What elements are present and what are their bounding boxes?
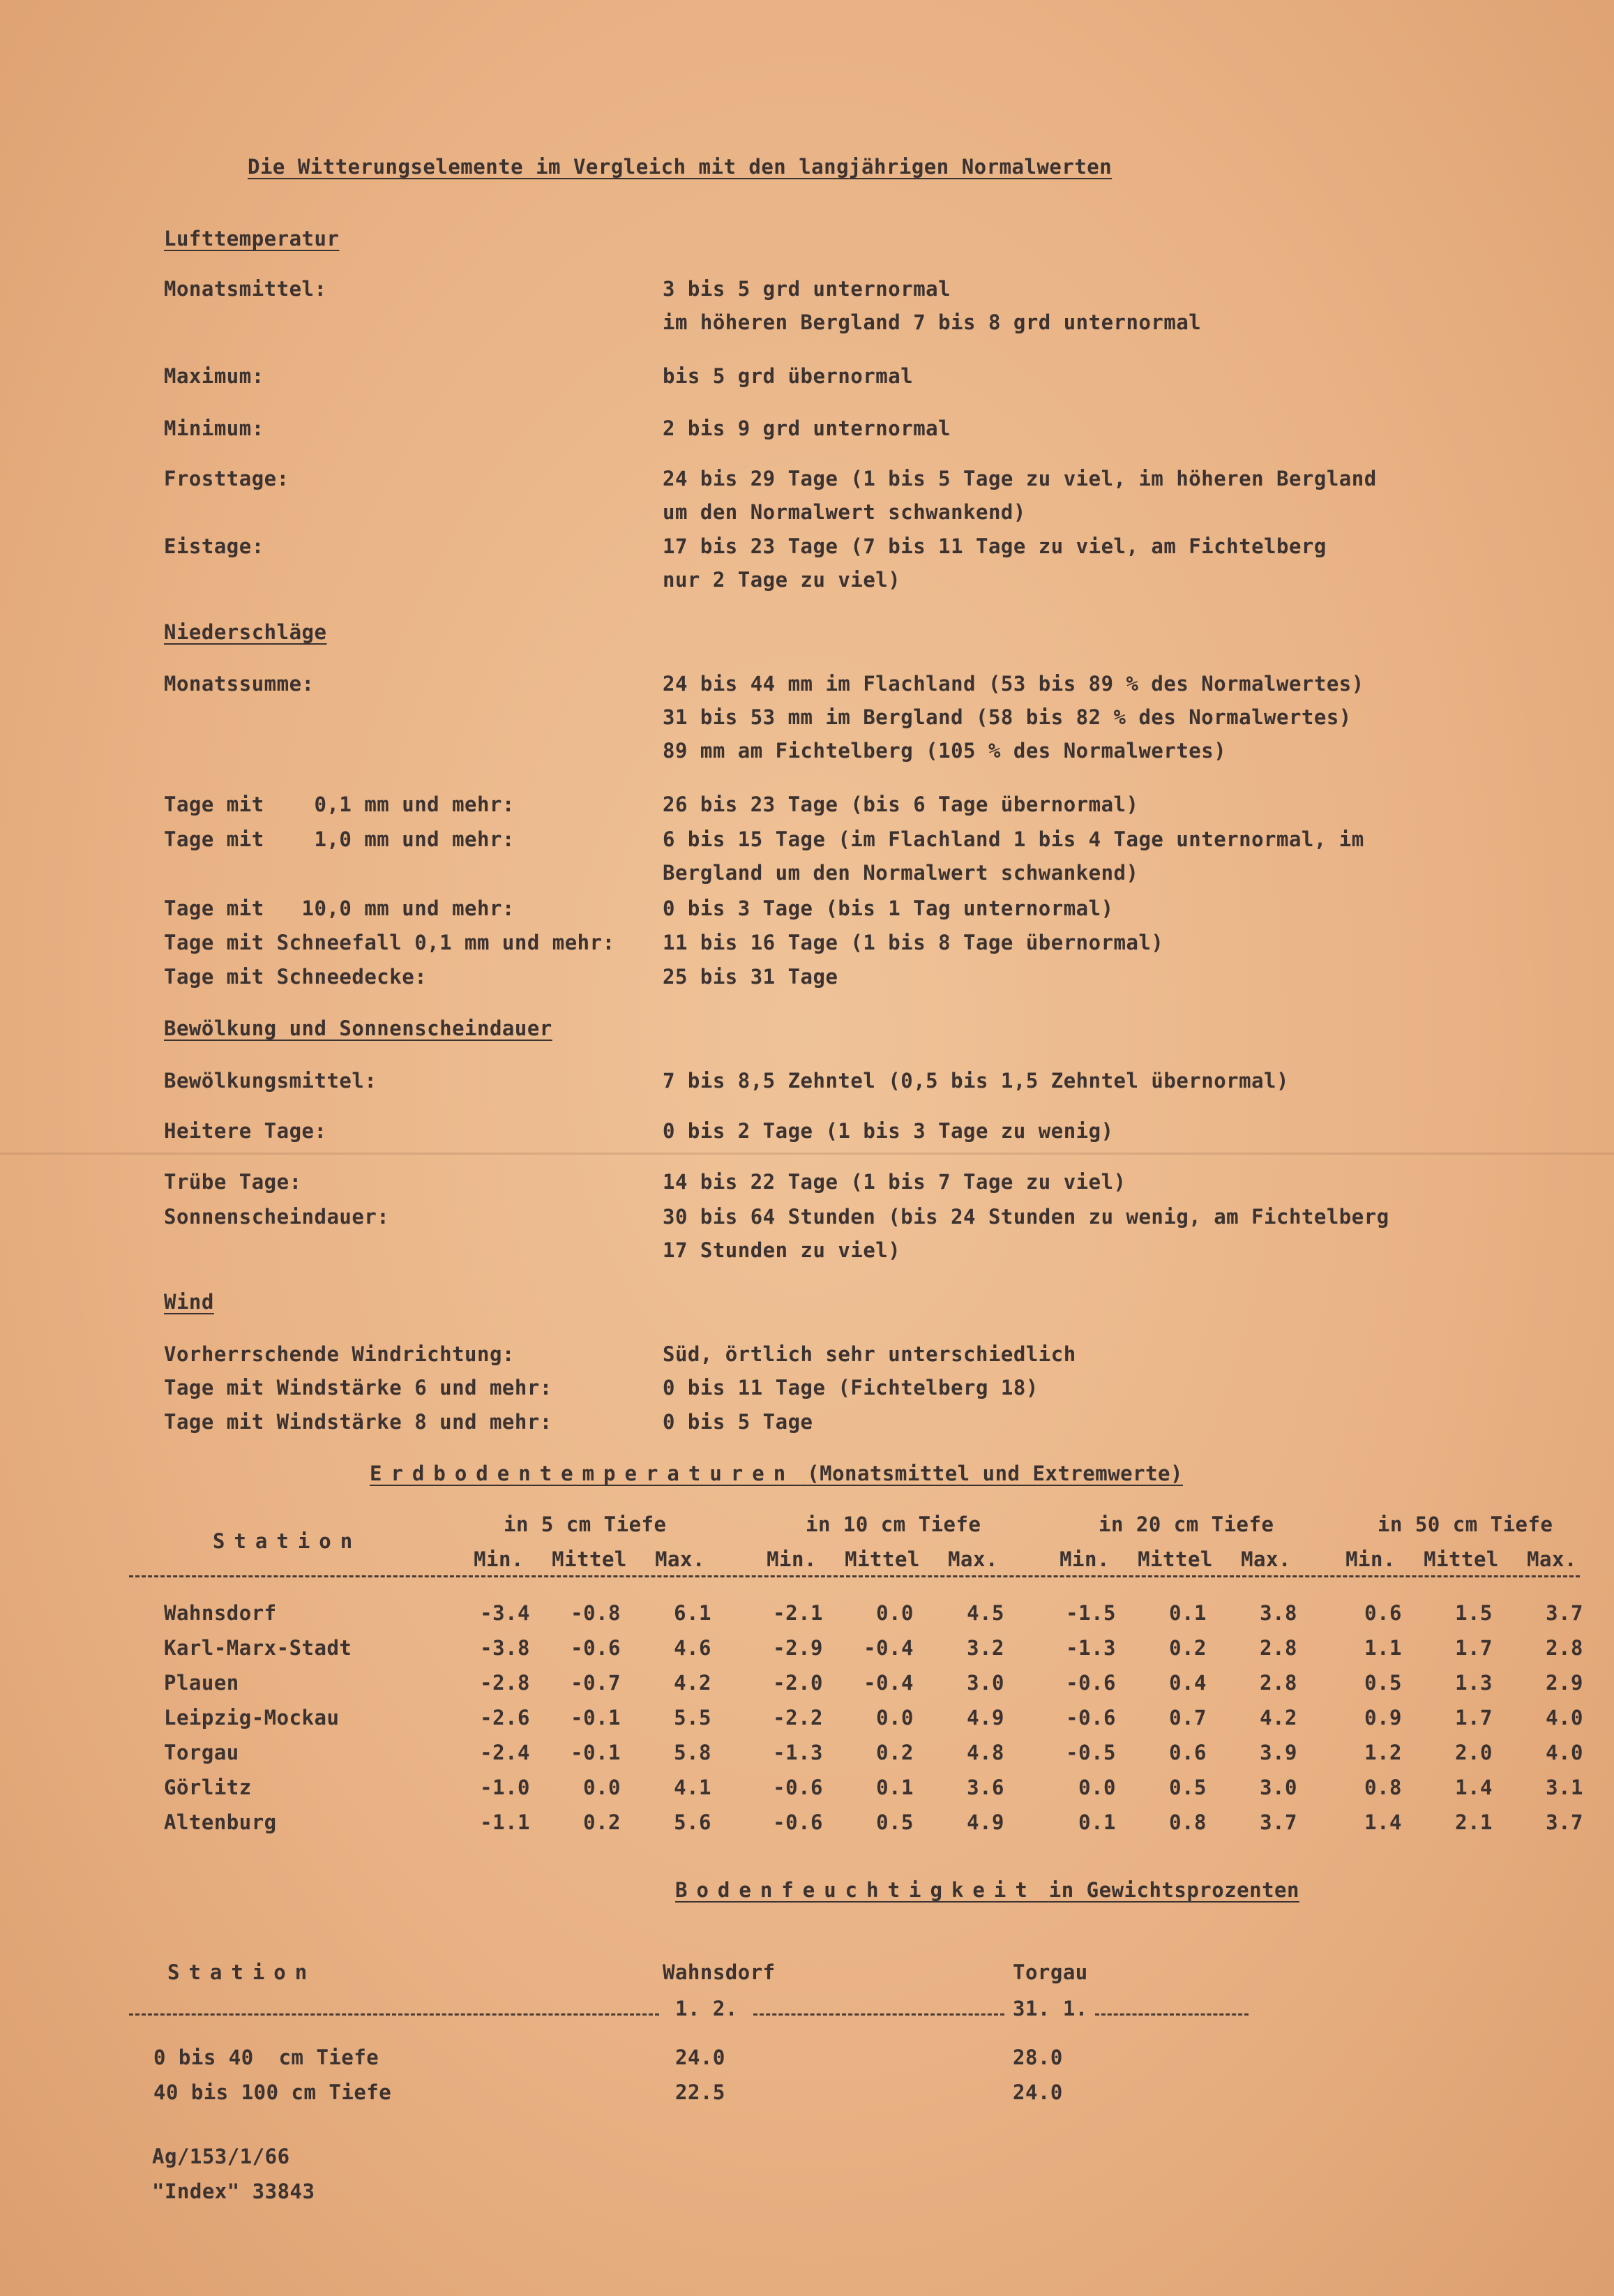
temp-cell: 0.0 bbox=[583, 1776, 621, 1799]
moisture-cell: 28.0 bbox=[1013, 2046, 1063, 2069]
depth-header: in 5 cm Tiefe bbox=[504, 1513, 667, 1536]
row-value: nur 2 Tage zu viel) bbox=[663, 568, 901, 592]
temp-cell: -3.8 bbox=[480, 1636, 530, 1660]
row-value: Bergland um den Normalwert schwankend) bbox=[663, 861, 1139, 885]
temp-cell: -0.1 bbox=[571, 1741, 621, 1764]
row-value: 0 bis 11 Tage (Fichtelberg 18) bbox=[663, 1376, 1039, 1400]
temp-cell: 3.7 bbox=[1546, 1601, 1583, 1625]
temp-cell: 1.4 bbox=[1455, 1776, 1493, 1799]
temp-cell: 0.7 bbox=[1169, 1706, 1207, 1729]
footer-ref: Ag/153/1/66 bbox=[152, 2145, 290, 2168]
station-name: Leipzig-Mockau bbox=[164, 1706, 340, 1729]
temp-cell: -0.6 bbox=[773, 1776, 823, 1799]
temp-cell: 1.7 bbox=[1455, 1636, 1493, 1660]
temp-cell: -2.6 bbox=[480, 1706, 530, 1729]
temp-cell: -1.3 bbox=[1066, 1636, 1116, 1660]
temp-cell: 0.2 bbox=[1169, 1636, 1207, 1660]
temp-cell: 0.5 bbox=[876, 1810, 914, 1834]
temp-cell: 4.2 bbox=[1260, 1706, 1297, 1729]
soil-moisture-col-2: Torgau bbox=[1013, 1960, 1088, 1984]
row-label: Monatsmittel: bbox=[164, 277, 327, 301]
moisture-cell: 24.0 bbox=[675, 2046, 725, 2069]
temp-cell: 4.2 bbox=[674, 1671, 711, 1695]
row-value: 25 bis 31 Tage bbox=[663, 965, 838, 989]
temp-cell: 5.5 bbox=[674, 1706, 711, 1729]
moisture-divider-right bbox=[1095, 2013, 1249, 2016]
station-name: Wahnsdorf bbox=[164, 1601, 277, 1625]
temp-cell: -0.6 bbox=[773, 1810, 823, 1834]
temp-cell: -2.1 bbox=[773, 1601, 823, 1625]
station-name: Plauen bbox=[164, 1671, 239, 1695]
row-value: 17 bis 23 Tage (7 bis 11 Tage zu viel, am Fichtelberg bbox=[663, 534, 1327, 558]
station-name: Görlitz bbox=[164, 1776, 252, 1799]
subcol-header: Max. bbox=[655, 1547, 705, 1571]
temp-cell: -0.4 bbox=[863, 1636, 914, 1660]
temp-cell: -0.7 bbox=[571, 1671, 621, 1695]
row-value: 0 bis 3 Tage (bis 1 Tag unternormal) bbox=[663, 896, 1114, 920]
subcol-header: Max. bbox=[948, 1547, 998, 1571]
row-label: Minimum: bbox=[164, 417, 264, 440]
subcol-header: Mittel bbox=[1424, 1547, 1499, 1571]
row-value: 14 bis 22 Tage (1 bis 7 Tage zu viel) bbox=[663, 1170, 1126, 1194]
row-value: 31 bis 53 mm im Bergland (58 bis 82 % des Normalwertes) bbox=[663, 705, 1352, 729]
moisture-depth-label: 40 bis 100 cm Tiefe bbox=[153, 2080, 392, 2104]
temp-cell: 3.8 bbox=[1260, 1601, 1297, 1625]
temp-cell: 1.1 bbox=[1364, 1636, 1402, 1660]
temp-cell: 1.4 bbox=[1364, 1810, 1402, 1834]
temp-cell: 2.9 bbox=[1546, 1671, 1583, 1695]
temp-cell: 3.0 bbox=[1260, 1776, 1297, 1799]
temp-cell: 1.3 bbox=[1455, 1671, 1493, 1695]
subcol-header: Max. bbox=[1241, 1547, 1291, 1571]
page-title: Die Witterungselemente im Vergleich mit den langjährigen Normalwerten bbox=[248, 155, 1113, 179]
temp-cell: 0.0 bbox=[876, 1601, 914, 1625]
subcol-header: Min. bbox=[1345, 1547, 1396, 1571]
row-value: 24 bis 29 Tage (1 bis 5 Tage zu viel, im höheren Bergland bbox=[663, 467, 1377, 490]
temp-cell: 3.9 bbox=[1260, 1741, 1297, 1764]
subcol-header: Mittel bbox=[1138, 1547, 1213, 1571]
temp-cell: 3.6 bbox=[967, 1776, 1004, 1799]
temp-cell: 0.1 bbox=[1078, 1810, 1116, 1834]
row-label: Monatssumme: bbox=[164, 672, 315, 696]
temp-cell: 0.6 bbox=[1364, 1601, 1402, 1625]
temp-cell: 2.1 bbox=[1455, 1810, 1493, 1834]
temp-cell: 0.8 bbox=[1169, 1810, 1207, 1834]
temp-cell: 0.5 bbox=[1364, 1671, 1402, 1695]
temp-cell: 3.7 bbox=[1546, 1810, 1583, 1834]
temp-cell: 4.0 bbox=[1546, 1706, 1583, 1729]
soil-temp-station-header: Station bbox=[213, 1529, 362, 1553]
row-label: Tage mit Windstärke 8 und mehr: bbox=[164, 1410, 552, 1434]
row-label: Heitere Tage: bbox=[164, 1119, 327, 1143]
row-label: Trübe Tage: bbox=[164, 1170, 302, 1194]
row-value: 0 bis 5 Tage bbox=[663, 1410, 813, 1434]
temp-cell: 0.4 bbox=[1169, 1671, 1207, 1695]
row-label: Tage mit 0,1 mm und mehr: bbox=[164, 793, 515, 816]
temp-cell: 2.8 bbox=[1260, 1671, 1297, 1695]
moisture-cell: 24.0 bbox=[1013, 2080, 1063, 2104]
temp-cell: -0.6 bbox=[1066, 1671, 1116, 1695]
temp-cell: -0.6 bbox=[571, 1636, 621, 1660]
soil-moisture-col-1: Wahnsdorf bbox=[663, 1960, 776, 1984]
depth-header: in 10 cm Tiefe bbox=[806, 1513, 981, 1536]
row-value: 7 bis 8,5 Zehntel (0,5 bis 1,5 Zehntel übernormal) bbox=[663, 1069, 1289, 1093]
row-value: 89 mm am Fichtelberg (105 % des Normalwertes) bbox=[663, 739, 1227, 763]
row-label: Bewölkungsmittel: bbox=[164, 1069, 377, 1093]
row-label: Frosttage: bbox=[164, 467, 289, 490]
subcol-header: Min. bbox=[1059, 1547, 1110, 1571]
row-label: Tage mit 10,0 mm und mehr: bbox=[164, 896, 515, 920]
station-name: Karl-Marx-Stadt bbox=[164, 1636, 352, 1660]
row-value: 30 bis 64 Stunden (bis 24 Stunden zu wenig, am Fichtelberg bbox=[663, 1205, 1389, 1229]
row-label: Tage mit 1,0 mm und mehr: bbox=[164, 827, 515, 851]
section-heading: Niederschläge bbox=[164, 620, 327, 644]
row-value: 3 bis 5 grd unternormal bbox=[663, 277, 951, 301]
temp-cell: 3.7 bbox=[1260, 1810, 1297, 1834]
temp-cell: 6.1 bbox=[674, 1601, 711, 1625]
temp-cell: 0.1 bbox=[1169, 1601, 1207, 1625]
temp-cell: 4.1 bbox=[674, 1776, 711, 1799]
soil-moisture-station-header: Station bbox=[167, 1960, 317, 1984]
depth-header: in 50 cm Tiefe bbox=[1378, 1513, 1553, 1536]
soil-moisture-title: Bodenfeuchtigkeit in Gewichtsprozenten bbox=[675, 1878, 1299, 1902]
moisture-divider-left bbox=[129, 2013, 659, 2016]
row-value: 0 bis 2 Tage (1 bis 3 Tage zu wenig) bbox=[663, 1119, 1114, 1143]
temp-cell: -2.4 bbox=[480, 1741, 530, 1764]
temp-cell: 3.0 bbox=[967, 1671, 1004, 1695]
fold-line bbox=[0, 1153, 1614, 1155]
temp-cell: 4.9 bbox=[967, 1706, 1004, 1729]
row-value: im höheren Bergland 7 bis 8 grd unternormal bbox=[663, 310, 1202, 334]
section-heading: Wind bbox=[164, 1290, 214, 1314]
row-value: 26 bis 23 Tage (bis 6 Tage übernormal) bbox=[663, 793, 1139, 816]
row-label: Tage mit Windstärke 6 und mehr: bbox=[164, 1376, 552, 1400]
temp-cell: 2.0 bbox=[1455, 1741, 1493, 1764]
row-label: Tage mit Schneedecke: bbox=[164, 965, 428, 989]
temp-cell: 0.8 bbox=[1364, 1776, 1402, 1799]
subcol-header: Max. bbox=[1527, 1547, 1577, 1571]
moisture-divider-mid bbox=[753, 2013, 1004, 2016]
temp-cell: -0.5 bbox=[1066, 1741, 1116, 1764]
temp-cell: 0.6 bbox=[1169, 1741, 1207, 1764]
temp-cell: 0.1 bbox=[876, 1776, 914, 1799]
temp-cell: -0.6 bbox=[1066, 1706, 1116, 1729]
row-value: 2 bis 9 grd unternormal bbox=[663, 417, 951, 440]
temp-cell: 0.0 bbox=[876, 1706, 914, 1729]
row-value: bis 5 grd übernormal bbox=[663, 364, 914, 388]
soil-moisture-date-2: 31. 1. bbox=[1013, 1997, 1088, 2020]
temp-cell: 4.6 bbox=[674, 1636, 711, 1660]
row-value: 17 Stunden zu viel) bbox=[663, 1238, 901, 1262]
temp-cell: 1.2 bbox=[1364, 1741, 1402, 1764]
temp-cell: -1.5 bbox=[1066, 1601, 1116, 1625]
temp-cell: 1.5 bbox=[1455, 1601, 1493, 1625]
temp-cell: -1.1 bbox=[480, 1810, 530, 1834]
temp-cell: 0.2 bbox=[583, 1810, 621, 1834]
temp-cell: -0.8 bbox=[571, 1601, 621, 1625]
temp-cell: -2.9 bbox=[773, 1636, 823, 1660]
row-label: Tage mit Schneefall 0,1 mm und mehr: bbox=[164, 931, 615, 954]
temp-cell: 0.2 bbox=[876, 1741, 914, 1764]
temp-cell: 2.8 bbox=[1260, 1636, 1297, 1660]
temp-cell: 5.6 bbox=[674, 1810, 711, 1834]
temp-cell: -0.1 bbox=[571, 1706, 621, 1729]
temp-cell: -2.8 bbox=[480, 1671, 530, 1695]
depth-header: in 20 cm Tiefe bbox=[1099, 1513, 1274, 1536]
row-value: 24 bis 44 mm im Flachland (53 bis 89 % des Normalwertes) bbox=[663, 672, 1364, 696]
temp-cell: 0.0 bbox=[1078, 1776, 1116, 1799]
row-value: 11 bis 16 Tage (1 bis 8 Tage übernormal) bbox=[663, 931, 1164, 954]
station-name: Altenburg bbox=[164, 1810, 277, 1834]
table-divider bbox=[129, 1575, 1580, 1577]
temp-cell: 4.5 bbox=[967, 1601, 1004, 1625]
soil-temp-title: Erdbodentemperaturen (Monatsmittel und Extremwerte) bbox=[370, 1462, 1183, 1485]
temp-cell: -3.4 bbox=[480, 1601, 530, 1625]
row-value: Süd, örtlich sehr unterschiedlich bbox=[663, 1342, 1076, 1366]
temp-cell: -1.0 bbox=[480, 1776, 530, 1799]
row-label: Sonnenscheindauer: bbox=[164, 1205, 390, 1229]
row-label: Maximum: bbox=[164, 364, 264, 388]
subcol-header: Min. bbox=[767, 1547, 817, 1571]
row-label: Eistage: bbox=[164, 534, 264, 558]
soil-moisture-date-1: 1. 2. bbox=[675, 1997, 738, 2020]
temp-cell: 2.8 bbox=[1546, 1636, 1583, 1660]
temp-cell: -0.4 bbox=[863, 1671, 914, 1695]
subcol-header: Mittel bbox=[845, 1547, 920, 1571]
temp-cell: 4.0 bbox=[1546, 1741, 1583, 1764]
temp-cell: 1.7 bbox=[1455, 1706, 1493, 1729]
moisture-cell: 22.5 bbox=[675, 2080, 725, 2104]
temp-cell: 4.9 bbox=[967, 1810, 1004, 1834]
row-value: um den Normalwert schwankend) bbox=[663, 500, 1026, 524]
temp-cell: 4.8 bbox=[967, 1741, 1004, 1764]
row-value: 6 bis 15 Tage (im Flachland 1 bis 4 Tage unternormal, im bbox=[663, 827, 1364, 851]
temp-cell: 3.1 bbox=[1546, 1776, 1583, 1799]
subcol-header: Min. bbox=[474, 1547, 524, 1571]
footer-index: "Index" 33843 bbox=[152, 2179, 315, 2203]
temp-cell: 5.8 bbox=[674, 1741, 711, 1764]
temp-cell: -1.3 bbox=[773, 1741, 823, 1764]
temp-cell: 0.9 bbox=[1364, 1706, 1402, 1729]
temp-cell: 3.2 bbox=[967, 1636, 1004, 1660]
temp-cell: -2.0 bbox=[773, 1671, 823, 1695]
section-heading: Bewölkung und Sonnenscheindauer bbox=[164, 1016, 552, 1040]
section-heading: Lufttemperatur bbox=[164, 227, 340, 250]
temp-cell: 0.5 bbox=[1169, 1776, 1207, 1799]
row-label: Vorherrschende Windrichtung: bbox=[164, 1342, 515, 1366]
subcol-header: Mittel bbox=[552, 1547, 627, 1571]
temp-cell: -2.2 bbox=[773, 1706, 823, 1729]
station-name: Torgau bbox=[164, 1741, 239, 1764]
moisture-depth-label: 0 bis 40 cm Tiefe bbox=[153, 2046, 379, 2069]
